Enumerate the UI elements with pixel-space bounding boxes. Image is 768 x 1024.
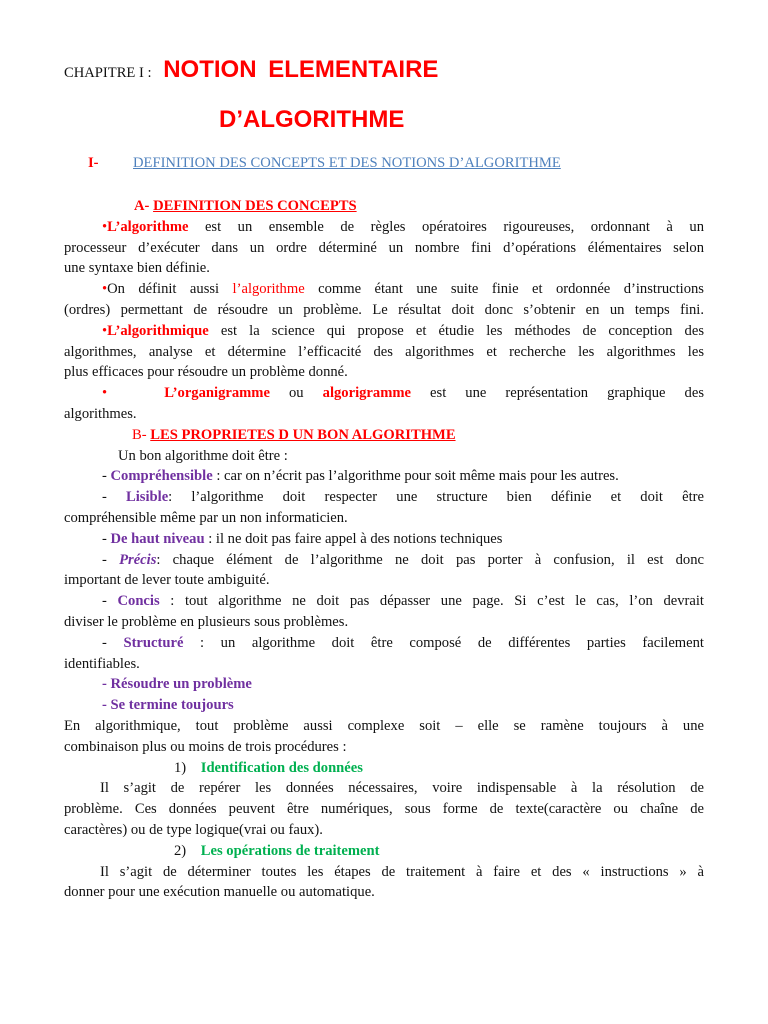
property-structure-line-2: identifiables. <box>64 655 140 672</box>
bullet-2-line-2: (ordres) permettant de résoudre un problème. Le résultat doit donc s’obtenir en un temps fini. <box>64 301 704 318</box>
text: : il ne doit pas faire appel à des notions techniques <box>204 530 503 547</box>
term: Précis <box>119 551 157 568</box>
bullet-4-line-2: algorithmes. <box>64 405 137 422</box>
procedure-1-line-1: Il s’agit de repérer les données nécessaires, voire indispensable à la résolution de <box>100 780 704 797</box>
bullet-2-line-1 <box>64 279 704 300</box>
dash: - <box>102 634 124 651</box>
procedure-title: Les opérations de traitement <box>200 842 380 859</box>
term: L’algorithme <box>107 218 189 235</box>
subsection-title: DEFINITION DES CONCEPTS <box>153 198 357 214</box>
procedure-1-line-3: caractères) ou de type logique(vrai ou faux). <box>64 821 323 838</box>
text: ou <box>269 385 323 402</box>
term: Concis <box>117 593 160 610</box>
subsection-title: LES PROPRIETES D UN BON ALGORITHME <box>150 426 456 443</box>
term: Lisible <box>126 489 169 506</box>
text: : l’algorithme doit respecter une structure bien définie et doit être <box>168 489 704 506</box>
bullet-icon: • <box>102 322 108 339</box>
term: Compréhensible <box>110 468 213 485</box>
term: L’algorithmique <box>107 322 209 339</box>
dash: - <box>102 697 111 714</box>
bullet-icon: • <box>102 281 108 298</box>
text: On définit aussi <box>107 281 233 298</box>
bullet-1-line-3: une syntaxe bien définie. <box>64 260 210 277</box>
chapter-heading <box>64 56 438 84</box>
property-comprehensible <box>64 466 704 487</box>
subsection-letter: B- <box>132 426 147 443</box>
section-title: DEFINITION DES CONCEPTS ET DES NOTIONS D’ALGORITHME <box>133 155 561 171</box>
algo-paragraph-line-1: En algorithmique, tout problème aussi complexe soit – elle se ramène toujours à une <box>64 717 704 734</box>
section-number: I- <box>88 155 99 171</box>
bullet-3-line-1 <box>64 321 704 342</box>
procedure-2-line-1: Il s’agit de déterminer toutes les étapes de traitement à faire et des « instructions » à <box>100 863 704 880</box>
chapter-title-line1: NOTION ELEMENTAIRE <box>163 56 439 83</box>
chapter-label: CHAPITRE I : <box>64 65 152 81</box>
dash: - <box>102 530 111 547</box>
property-concis-line-2: diviser le problème en plusieurs sous problèmes. <box>64 613 349 630</box>
procedure-title: Identification des données <box>200 759 363 776</box>
dash: - <box>102 468 111 485</box>
property-haut-niveau <box>64 529 704 550</box>
dash: - <box>102 676 111 693</box>
properties-intro: Un bon algorithme doit être : <box>118 447 288 464</box>
property-lisible <box>64 487 704 508</box>
property-resoudre <box>64 674 704 695</box>
chapter-title-line2: D’ALGORITHME <box>219 106 405 133</box>
procedure-1-line-2: problème. Ces données peuvent être numériques, sous forme de texte(caractère ou chaîne de <box>64 801 704 818</box>
text: : car on n’écrit pas l’algorithme pour soit même mais pour les autres. <box>212 468 619 485</box>
algo-paragraph-line-2: combinaison plus ou moins de trois procédures : <box>64 738 347 755</box>
property-lisible-line-2: compréhensible même par un non informaticien. <box>64 509 348 526</box>
term: Se termine toujours <box>110 697 234 714</box>
term: De haut niveau <box>110 530 205 547</box>
property-precis-line-2: important de lever toute ambiguité. <box>64 572 270 589</box>
bullet-3-line-2: algorithmes, analyse et détermine l’efficacité des algorithmes et recherche les algorithmes les <box>64 343 704 360</box>
procedure-number: 2) <box>174 842 187 859</box>
text: est la science qui propose et étudie les méthodes de conception des <box>208 322 704 339</box>
text: est une représentation graphique des <box>410 385 704 402</box>
section-heading-i <box>88 155 561 172</box>
dash: - <box>102 489 126 506</box>
term: Structuré <box>123 634 184 651</box>
text: : chaque élément de l’algorithme ne doit pas porter à confusion, il est donc <box>156 551 704 568</box>
subsection-letter: A- <box>134 198 150 214</box>
term: algorigramme <box>322 385 411 402</box>
procedure-2-heading <box>64 841 704 862</box>
bullet-icon: • <box>102 385 165 402</box>
bullet-1-line-2: processeur d’exécuter dans un ordre déterminé un nombre fini d’opérations élémentaires selon <box>64 239 704 256</box>
bullet-3-line-3: plus efficaces pour résoudre un problème donné. <box>64 364 348 381</box>
dash: - <box>102 551 120 568</box>
procedure-1-heading <box>64 758 704 779</box>
subsection-heading-b <box>64 425 704 446</box>
subsection-heading-a <box>64 196 704 217</box>
bullet-1-line-1 <box>64 217 704 238</box>
procedure-number: 1) <box>174 759 187 776</box>
property-concis <box>64 591 704 612</box>
term: L’organigramme <box>164 385 270 402</box>
text: est un ensemble de règles opératoires rigoureuses, ordonnant à un <box>188 218 704 235</box>
bullet-4-line-1 <box>64 383 704 404</box>
procedure-2-line-2: donner pour une exécution manuelle ou automatique. <box>64 884 375 901</box>
property-termine <box>64 695 704 716</box>
bullet-icon: • <box>102 218 108 235</box>
text: : tout algorithme ne doit pas dépasser une page. Si c’est le cas, l’on devrait <box>159 593 704 610</box>
term: l’algorithme <box>232 281 305 298</box>
text: : un algorithme doit être composé de différentes parties facilement <box>183 634 704 651</box>
dash: - <box>102 593 118 610</box>
term: Résoudre un problème <box>110 676 252 693</box>
property-structure <box>64 633 704 654</box>
document-body <box>64 196 704 903</box>
text: comme étant une suite finie et ordonnée d’instructions <box>304 281 704 298</box>
property-precis <box>64 550 704 571</box>
